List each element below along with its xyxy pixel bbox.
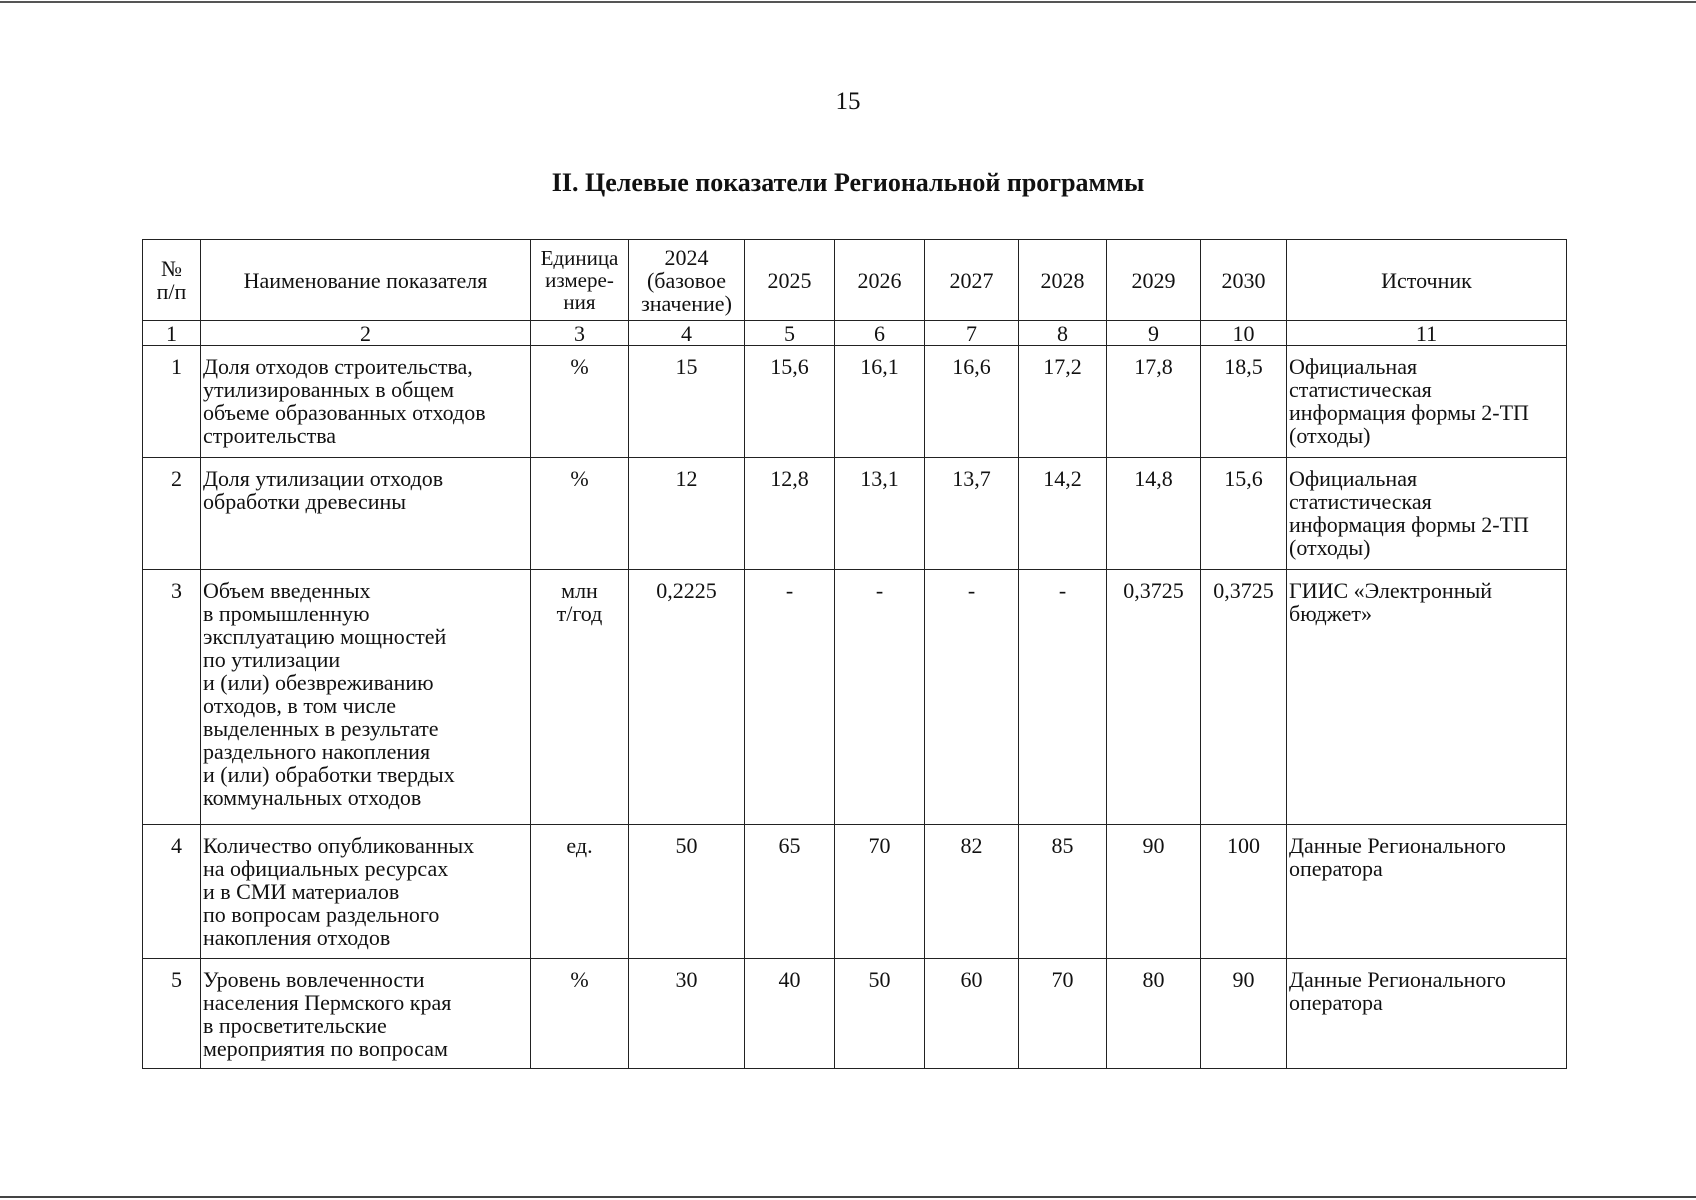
indicators-table xyxy=(142,239,1567,1069)
value-2026: 70 xyxy=(835,825,925,959)
header-2030: 2030 xyxy=(1201,240,1287,321)
value-2029: 0,3725 xyxy=(1107,570,1201,825)
indicator-source: Официальная статистическая информация формы 2-ТП (отходы) xyxy=(1287,458,1567,570)
header-row xyxy=(143,240,1567,321)
table-row xyxy=(143,346,1567,458)
header-2026: 2026 xyxy=(835,240,925,321)
header-2027: 2027 xyxy=(925,240,1019,321)
value-2027: 82 xyxy=(925,825,1019,959)
value-2029: 90 xyxy=(1107,825,1201,959)
indicator-name: Объем введенных в промышленную эксплуатацию мощностей по утилизации и (или) обезвреживанию отходов, в том числе выделенных в результате раздельного накопления и (или) обработки твердых коммунальных отходов xyxy=(201,570,531,825)
indicator-name: Доля утилизации отходов обработки древесины xyxy=(201,458,531,570)
indicator-unit: % xyxy=(531,959,629,1069)
page-top-edge xyxy=(0,1,1696,3)
column-number: 8 xyxy=(1019,321,1107,346)
value-2030: 0,3725 xyxy=(1201,570,1287,825)
column-number: 7 xyxy=(925,321,1019,346)
column-number: 6 xyxy=(835,321,925,346)
indicator-unit: млн т/год xyxy=(531,570,629,825)
value-2030: 90 xyxy=(1201,959,1287,1069)
row-number: 2 xyxy=(143,458,201,570)
row-number: 4 xyxy=(143,825,201,959)
page-bottom-edge xyxy=(0,1196,1696,1198)
value-2028: - xyxy=(1019,570,1107,825)
value-2026: 16,1 xyxy=(835,346,925,458)
row-number: 1 xyxy=(143,346,201,458)
indicator-source: ГИИС «Электронный бюджет» xyxy=(1287,570,1567,825)
page-number: 15 xyxy=(835,88,861,115)
indicator-name: Уровень вовлеченности населения Пермского края в просветительские мероприятия по вопросам xyxy=(201,959,531,1069)
value-2030: 100 xyxy=(1201,825,1287,959)
column-number: 1 xyxy=(143,321,201,346)
value-2024: 0,2225 xyxy=(629,570,745,825)
row-number: 5 xyxy=(143,959,201,1069)
table-header xyxy=(143,240,1567,321)
indicator-source: Данные Регионального оператора xyxy=(1287,959,1567,1069)
table-row xyxy=(143,825,1567,959)
value-2027: - xyxy=(925,570,1019,825)
table-row xyxy=(143,570,1567,825)
column-number: 3 xyxy=(531,321,629,346)
header-2029: 2029 xyxy=(1107,240,1201,321)
value-2029: 80 xyxy=(1107,959,1201,1069)
value-2026: 13,1 xyxy=(835,458,925,570)
row-number: 3 xyxy=(143,570,201,825)
value-2024: 12 xyxy=(629,458,745,570)
header-2024: 2024 (базовое значение) xyxy=(629,240,745,321)
value-2025: 15,6 xyxy=(745,346,835,458)
header-num: № п/п xyxy=(143,240,201,321)
value-2030: 18,5 xyxy=(1201,346,1287,458)
section-title: II. Целевые показатели Региональной программы xyxy=(551,168,1145,197)
value-2027: 16,6 xyxy=(925,346,1019,458)
indicator-source: Данные Регионального оператора xyxy=(1287,825,1567,959)
column-number: 5 xyxy=(745,321,835,346)
table-row xyxy=(143,959,1567,1069)
value-2026: - xyxy=(835,570,925,825)
value-2024: 30 xyxy=(629,959,745,1069)
header-name: Наименование показателя xyxy=(201,240,531,321)
header-2025: 2025 xyxy=(745,240,835,321)
value-2026: 50 xyxy=(835,959,925,1069)
value-2024: 50 xyxy=(629,825,745,959)
value-2028: 70 xyxy=(1019,959,1107,1069)
header-2028: 2028 xyxy=(1019,240,1107,321)
column-number: 11 xyxy=(1287,321,1567,346)
indicator-unit: % xyxy=(531,346,629,458)
column-number-row xyxy=(143,321,1567,346)
indicator-unit: ед. xyxy=(531,825,629,959)
table-row xyxy=(143,458,1567,570)
indicator-name: Количество опубликованных на официальных ресурсах и в СМИ материалов по вопросам раздельного накопления отходов xyxy=(201,825,531,959)
column-number: 2 xyxy=(201,321,531,346)
column-number: 4 xyxy=(629,321,745,346)
value-2028: 14,2 xyxy=(1019,458,1107,570)
value-2025: - xyxy=(745,570,835,825)
value-2027: 60 xyxy=(925,959,1019,1069)
indicator-name: Доля отходов строительства, утилизированных в общем объеме образованных отходов строительства xyxy=(201,346,531,458)
value-2029: 14,8 xyxy=(1107,458,1201,570)
value-2028: 85 xyxy=(1019,825,1107,959)
header-unit: Единица измере- ния xyxy=(531,240,629,321)
value-2028: 17,2 xyxy=(1019,346,1107,458)
indicator-source: Официальная статистическая информация формы 2-ТП (отходы) xyxy=(1287,346,1567,458)
value-2029: 17,8 xyxy=(1107,346,1201,458)
value-2030: 15,6 xyxy=(1201,458,1287,570)
column-number: 9 xyxy=(1107,321,1201,346)
value-2024: 15 xyxy=(629,346,745,458)
header-source: Источник xyxy=(1287,240,1567,321)
value-2025: 40 xyxy=(745,959,835,1069)
column-number: 10 xyxy=(1201,321,1287,346)
value-2025: 65 xyxy=(745,825,835,959)
value-2027: 13,7 xyxy=(925,458,1019,570)
indicator-unit: % xyxy=(531,458,629,570)
value-2025: 12,8 xyxy=(745,458,835,570)
